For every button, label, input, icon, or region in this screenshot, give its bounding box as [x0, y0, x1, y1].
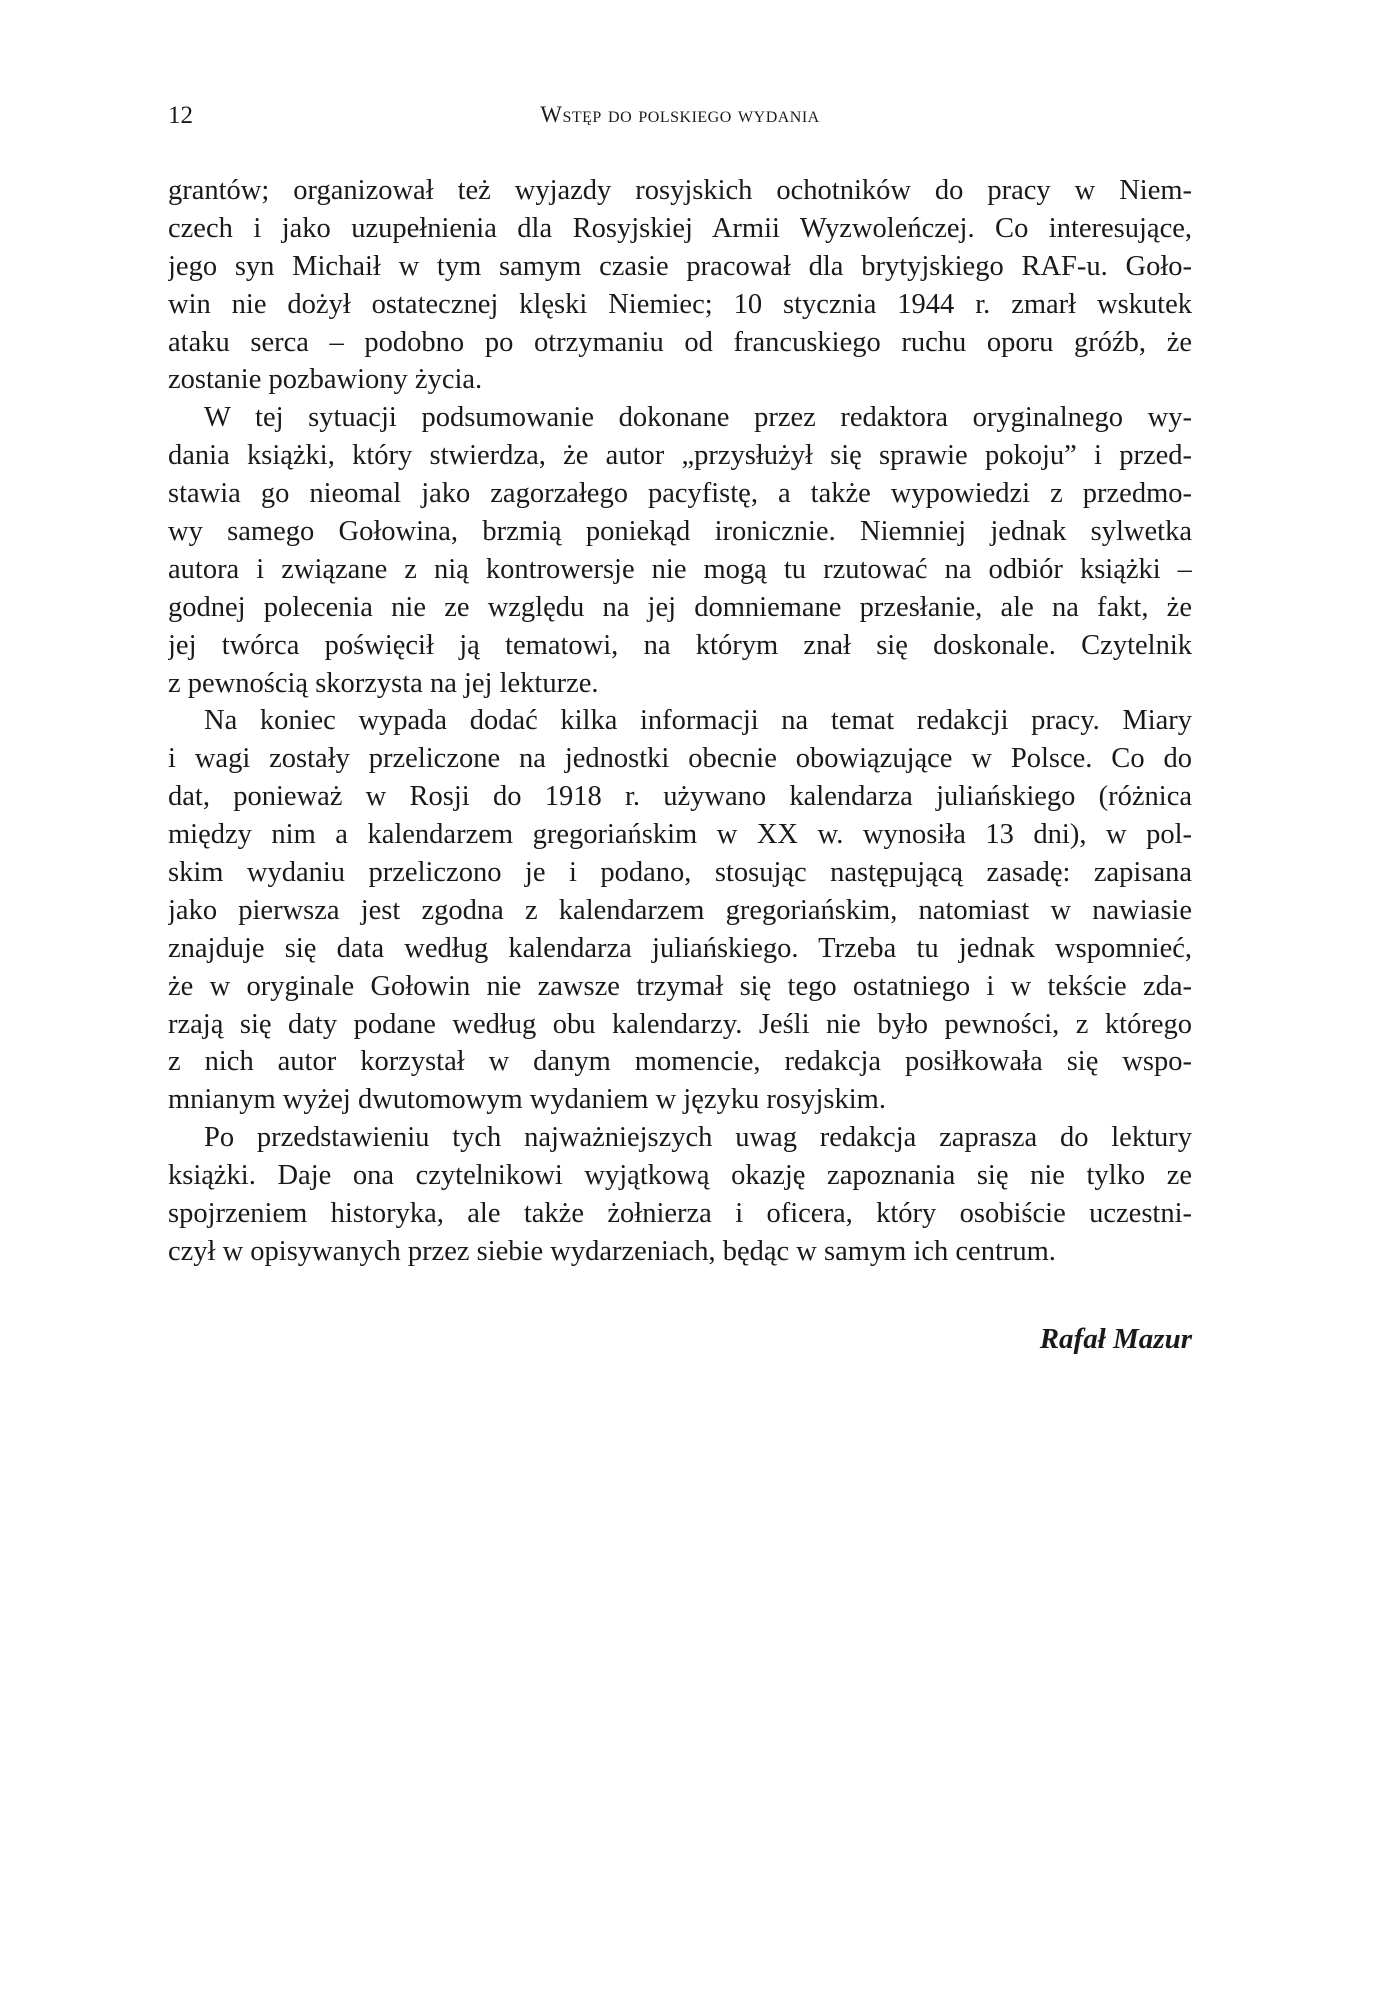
- author-signature: Rafał Mazur: [1039, 1323, 1192, 1355]
- text-line: dania książki, który stwierdza, że autor „przysłużył się sprawie pokoju” i przed-: [168, 440, 1192, 472]
- paragraph: [168, 702, 1192, 1119]
- text-line: jej twórca poświęcił ją tematowi, na którym znał się doskonale. Czytelnik: [168, 629, 1192, 661]
- text-line: dat, ponieważ w Rosji do 1918 r. używano kalendarza juliańskiego (różnica: [168, 781, 1192, 813]
- body-text: [168, 172, 1192, 1271]
- text-line: grantów; organizował też wyjazdy rosyjskich ochotników do pracy w Niem-: [168, 175, 1192, 206]
- text-line: znajduje się data według kalendarza juliańskiego. Trzeba tu jednak wspomnieć,: [168, 932, 1192, 964]
- text-line: zostanie pozbawiony życia.: [168, 364, 483, 396]
- text-line: Na koniec wypada dodać kilka informacji na temat redakcji pracy. Miary: [204, 705, 1192, 737]
- text-line: że w oryginale Gołowin nie zawsze trzymał się tego ostatniego i w tekście zda-: [168, 970, 1192, 1002]
- text-line: jako pierwsza jest zgodna z kalendarzem gregoriańskim, natomiast w nawiasie: [168, 894, 1192, 926]
- paragraph: [168, 399, 1192, 702]
- paragraph: [168, 1119, 1192, 1271]
- text-line: między nim a kalendarzem gregoriańskim w XX w. wynosiła 13 dni), w pol-: [168, 819, 1192, 851]
- text-line: jego syn Michaił w tym samym czasie pracował dla brytyjskiego RAF-u. Goło-: [168, 250, 1192, 282]
- text-line: W tej sytuacji podsumowanie dokonane przez redaktora oryginalnego wy-: [204, 402, 1192, 434]
- text-line: autora i związane z nią kontrowersje nie mogą tu rzutować na odbiór książki –: [168, 553, 1192, 585]
- text-line: stawia go nieomal jako zagorzałego pacyfistę, a także wypowiedzi z przedmo-: [168, 478, 1192, 510]
- text-line: godnej polecenia nie ze względu na jej domniemane przesłanie, ale na fakt, że: [168, 591, 1192, 623]
- text-line: spojrzeniem historyka, ale także żołnierza i oficera, który osobiście uczestni-: [168, 1198, 1192, 1230]
- text-line: skim wydaniu przeliczono je i podano, stosując następującą zasadę: zapisana: [168, 857, 1192, 889]
- text-line: Po przedstawieniu tych najważniejszych uwag redakcja zaprasza do lektury: [204, 1122, 1192, 1154]
- running-title: Wstęp do polskiego wydania: [540, 102, 820, 127]
- paragraph: [168, 172, 1192, 399]
- text-line: wy samego Gołowina, brzmią poniekąd ironicznie. Niemniej jednak sylwetka: [168, 516, 1192, 548]
- text-line: rzają się daty podane według obu kalendarzy. Jeśli nie było pewności, z którego: [168, 1008, 1192, 1040]
- text-line: win nie dożył ostatecznej klęski Niemiec; 10 stycznia 1944 r. zmarł wskutek: [168, 288, 1192, 320]
- text-line: mnianym wyżej dwutomowym wydaniem w języku rosyjskim.: [168, 1084, 886, 1116]
- text-line: książki. Daje ona czytelnikowi wyjątkową okazję zapoznania się nie tylko ze: [168, 1160, 1192, 1192]
- text-line: z pewnością skorzysta na jej lekturze.: [168, 667, 599, 699]
- text-line: czech i jako uzupełnienia dla Rosyjskiej Armii Wyzwoleńczej. Co interesujące,: [168, 212, 1192, 244]
- page-number: 12: [168, 102, 193, 129]
- running-header: [168, 102, 1192, 138]
- text-line: z nich autor korzystał w danym momencie, redakcja posiłkowała się wspo-: [168, 1046, 1192, 1078]
- text-line: i wagi zostały przeliczone na jednostki obecnie obowiązujące w Polsce. Co do: [168, 743, 1192, 775]
- text-line: czył w opisywanych przez siebie wydarzeniach, będąc w samym ich centrum.: [168, 1235, 1056, 1267]
- text-line: ataku serca – podobno po otrzymaniu od francuskiego ruchu oporu gróźb, że: [168, 326, 1192, 358]
